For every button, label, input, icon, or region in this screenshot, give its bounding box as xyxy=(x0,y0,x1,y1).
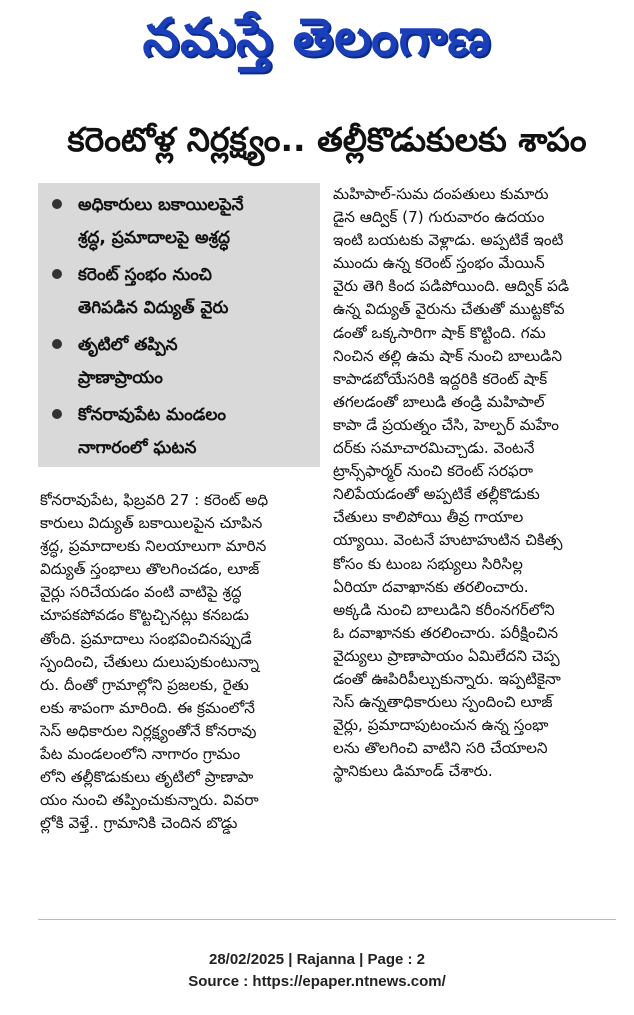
highlight-item xyxy=(56,259,308,325)
highlight-line: ప్రాణాప్రాయం xyxy=(78,368,163,388)
masthead xyxy=(0,2,634,74)
article-line: విద్యుత్ స్తంభాలు తొలగించడం, లూజ్ xyxy=(40,560,260,579)
article-line: చూపకపోవడం కొట్టచ్చినట్లు కనబడు xyxy=(40,606,249,625)
article-line: చేతులు కాలిపోయి తీవ్ర గాయాల xyxy=(333,508,524,527)
bullet-icon xyxy=(52,199,62,209)
article-right-column xyxy=(333,183,613,783)
highlight-item xyxy=(56,399,308,465)
article-line: డంతో ఊపిరిపీల్చుకున్నారు. ఇప్పటికైనా xyxy=(333,669,561,688)
highlight-line: కరెంట్ స్తంభం నుంచి xyxy=(78,265,212,285)
article-line: దర్‌కు సమాచారమిచ్చాడు. వెంటనే xyxy=(333,439,535,458)
article-line: తోంది. ప్రమాదాలు సంభవించినప్పుడే xyxy=(40,629,252,648)
article-line: కాపాడబోయేసరికి ఇద్దరికి కరెంట్ షాక్ xyxy=(333,369,548,388)
highlight-item xyxy=(56,329,308,395)
article-line: నించిన తల్లి ఉమ షాక్ నుంచి బాలుడిని xyxy=(333,346,563,365)
article-line: అక్కడి నుంచి బాలుడిని కరీంనగర్‌లోని xyxy=(333,600,555,619)
article-line: య్యాయి. వెంటనే హుటాహుటిన చికిత్స xyxy=(333,531,563,550)
bullet-icon xyxy=(52,409,62,419)
article-line: లోని తల్లీకొడుకులు తృటిలో ప్రాణాపా xyxy=(40,768,254,787)
article-line: కారులు విద్యుత్ బకాయిలపైన చూపిన xyxy=(40,514,263,533)
article-line: స్థానికులు డిమాండ్ చేశారు. xyxy=(333,762,493,781)
article-line: ఇంటి బయటకు వెళ్లాడు. అప్పటికే ఇంటి xyxy=(333,231,564,250)
article-line: ఓ దవాఖానకు తరలించారు. పరీక్షించిన xyxy=(333,623,559,642)
article-line: వైర్లు సరిచేయడం వంటి వాటిపై శ్రద్ధ xyxy=(40,583,242,602)
article-line: రు. దీంతో గ్రామాల్లోని ప్రజలకు, రైతు xyxy=(40,675,249,694)
footer-date-edition: 28/02/2025 | Rajanna | Page : 2 xyxy=(208,951,425,968)
article-line: శ్రద్ధ, ప్రమాదాలకు నిలయాలుగా మారిన xyxy=(40,537,267,556)
article-line: కాపా డే ప్రయత్నం చేసి, హెల్పర్ మహేం xyxy=(333,415,559,434)
article-line: కోనరావుపేట, ఫిబ్రవరి 27 : కరెంట్ అధి xyxy=(40,491,269,509)
article-line: ఏరియా దవాఖానకు తరలించారు. xyxy=(333,577,529,596)
article-headline: కరెంటోళ్ల నిర్లక్ష్యం.. తల్లీకొడుకులకు శాపం xyxy=(67,120,587,159)
article-line: నిలిపేయడంతో అప్పటికే తల్లీకొడుకు xyxy=(333,485,540,504)
highlight-item xyxy=(56,189,308,255)
highlights-box xyxy=(38,183,320,467)
highlight-line: అధికారులు బకాయిలపైనే xyxy=(78,195,244,215)
article-line: యం నుంచి తప్పించుకున్నారు. వివరా xyxy=(40,791,259,810)
article-line: పేట మండలంలోని నాగారం గ్రామం xyxy=(40,745,241,764)
article-line: డంతో ఒక్కసారిగా షాక్ కొట్టింది. గమ xyxy=(333,323,546,342)
article-left-column xyxy=(40,489,318,835)
article-line: వైద్యులు ప్రాణాపాయం ఏమిలేదని చెప్ప xyxy=(333,646,560,665)
highlight-line: కోనరావుపేట మండలం xyxy=(78,405,226,425)
article-line: వైర్లు, ప్రమాదాపుటంచున ఉన్న స్తంభా xyxy=(333,716,549,735)
bullet-icon xyxy=(52,339,62,349)
article-line: కోసం కు టుంబ సభ్యులు సిరిసిల్ల xyxy=(333,554,523,573)
article-line: స్పందించి, చేతులు దులుపుకుంటున్నా xyxy=(40,652,260,671)
highlight-line: శ్రద్ధ, ప్రమాదాలపై అశ్రద్ధ xyxy=(78,228,230,248)
article-line: వైరు తెగి కింద పడిపోయింది. ఆద్విక్ పడి xyxy=(333,277,570,296)
article-line: ఉన్న విద్యుత్ వైరును చేతుతో ముట్టకోవ xyxy=(333,300,565,319)
article-line: తగలడంతో బాలుడి తండ్రి మహిపాల్ xyxy=(333,392,545,411)
footer-source: Source : https://epaper.ntnews.com/ xyxy=(188,973,446,990)
highlight-line: నాగారంలో ఘటన xyxy=(78,438,197,458)
article-line: ముందు ఉన్న కరెంట్ స్తంభం మేయిన్ xyxy=(333,254,545,273)
article-line: ట్రాన్స్‌ఫార్మర్ నుంచి కరెంట్ సరఫరా xyxy=(333,462,533,481)
article-line: సెస్ ఉన్నతాధికారులు స్పందించి లూజ్ xyxy=(333,693,553,712)
article-line: డైన ఆద్విక్ (7) గురువారం ఉదయం xyxy=(333,208,545,227)
masthead-logo: నమస్తే తెలంగాణ xyxy=(142,7,492,68)
article-line: లకు శాపంగా మారింది. ఈ క్రమంలోనే xyxy=(40,698,255,717)
article-line: మహిపాల్-సుమ దంపతులు కుమారు xyxy=(333,185,549,203)
highlight-line: తృటిలో తప్పిన xyxy=(78,335,178,355)
bullet-icon xyxy=(52,269,62,279)
article-line: లను తొలగించి వాటిని సరి చేయాలని xyxy=(333,739,548,758)
highlight-line: తెగిపడిన విద్యుత్ వైరు xyxy=(78,298,229,318)
article-line: సెస్ అధికారుల నిర్లక్ష్యంతోనే కోనరావు xyxy=(40,721,257,740)
footer-divider xyxy=(38,919,616,920)
article-line: ల్లోకి వెళ్తే.. గ్రామానికి చెందిన బొడ్డు xyxy=(40,814,238,833)
